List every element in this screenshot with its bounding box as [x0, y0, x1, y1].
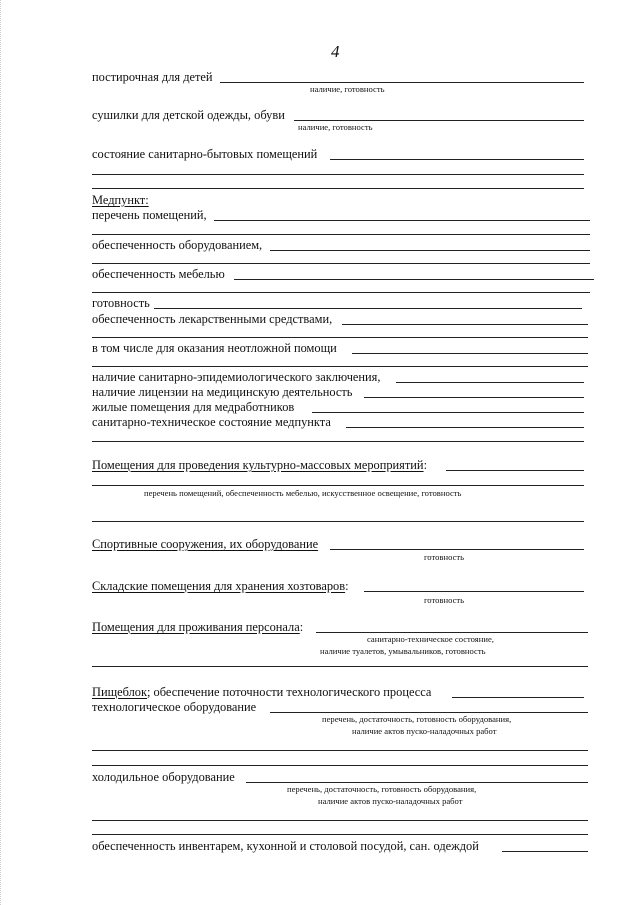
inventory-label: обеспеченность инвентарем, кухонной и столовой посудой, сан. одеждой	[92, 839, 479, 853]
sanitary-line	[330, 159, 584, 160]
culture-colon: :	[423, 458, 428, 472]
medpunkt-furniture-line	[234, 279, 594, 280]
fridge-line	[246, 782, 588, 783]
blank-line	[92, 441, 584, 442]
page-number: 4	[331, 42, 340, 61]
blank-line	[92, 234, 590, 235]
laundry-label: постирочная для детей	[92, 70, 213, 84]
food-process-label: ; обеспечение поточности технологического процесса	[147, 685, 432, 699]
blank-line	[92, 765, 588, 766]
laundry-hint: наличие, готовность	[310, 84, 385, 94]
medpunkt-sanepid-line	[396, 382, 584, 383]
tech-equipment-line	[270, 712, 588, 713]
blank-line	[92, 666, 588, 667]
dryers-line	[294, 120, 584, 121]
medpunkt-license-label: наличие лицензии на медицинскую деятельность	[92, 385, 353, 399]
fridge-hint-1: перечень, достаточность, готовность оборудования,	[287, 784, 477, 794]
staff-hint-1: санитарно-техническое состояние,	[367, 634, 494, 644]
food-title	[92, 685, 431, 699]
storage-hint: готовность	[424, 595, 465, 605]
fridge-hint-2: наличие актов пуско-наладочных работ	[318, 796, 463, 806]
medpunkt-tech-state-label: санитарно-техническое состояние медпункта	[92, 415, 331, 429]
tech-equipment-hint-1: перечень, достаточность, готовность оборудования,	[322, 714, 512, 724]
medpunkt-housing-line	[312, 412, 584, 413]
medpunkt-sanepid-label: наличие санитарно-эпидемиологического заключения,	[92, 370, 381, 384]
food-heading: Пищеблок	[92, 685, 148, 699]
medpunkt-rooms-label: перечень помещений,	[92, 208, 207, 222]
staff-colon: :	[299, 620, 304, 634]
blank-line	[92, 820, 588, 821]
food-process-line	[452, 697, 584, 698]
blank-line	[92, 366, 588, 367]
tech-equipment-label: технологическое оборудование	[92, 700, 257, 714]
blank-line	[92, 337, 588, 338]
blank-line	[92, 292, 590, 293]
blank-line	[92, 750, 588, 751]
medpunkt-equipment-line	[270, 250, 590, 251]
medpunkt-license-line	[364, 397, 584, 398]
blank-line	[92, 521, 584, 522]
dryers-label: сушилки для детской одежды, обуви	[92, 108, 285, 122]
culture-line	[446, 470, 584, 471]
staff-hint-2: наличие туалетов, умывальников, готовность	[320, 646, 486, 656]
staff-title	[92, 620, 303, 634]
medpunkt-equipment-label: обеспеченность оборудованием,	[92, 238, 263, 252]
staff-line	[316, 632, 588, 633]
medpunkt-drugs-line	[342, 324, 588, 325]
staff-heading: Помещения для проживания персонала	[92, 620, 300, 634]
medpunkt-emergency-line	[352, 353, 588, 354]
storage-line	[364, 591, 584, 592]
blank-line	[92, 174, 584, 175]
medpunkt-rooms-line	[214, 220, 590, 221]
sport-hint: готовность	[424, 552, 465, 562]
medpunkt-drugs-label: обеспеченность лекарственными средствами,	[92, 312, 333, 326]
storage-title	[92, 579, 349, 593]
dryers-hint: наличие, готовность	[298, 122, 373, 132]
culture-hint: перечень помещений, обеспеченность мебелью, искусственное освещение, готовность	[144, 488, 462, 498]
blank-line	[92, 834, 588, 835]
inventory-line	[502, 851, 588, 852]
storage-heading: Складские помещения для хранения хозтоваров	[92, 579, 346, 593]
sport-heading: Спортивные сооружения, их оборудование	[92, 537, 319, 551]
medpunkt-readiness-line	[154, 308, 582, 309]
laundry-line	[220, 82, 584, 83]
culture-heading: Помещения для проведения культурно-массовых мероприятий	[92, 458, 424, 472]
sanitary-label: состояние санитарно-бытовых помещений	[92, 147, 318, 161]
fridge-label: холодильное оборудование	[92, 770, 235, 784]
medpunkt-emergency-label: в том числе для оказания неотложной помощи	[92, 341, 337, 355]
blank-line	[92, 485, 584, 486]
tech-equipment-hint-2: наличие актов пуско-наладочных работ	[352, 726, 497, 736]
storage-colon: :	[345, 579, 349, 593]
medpunkt-tech-state-line	[346, 427, 584, 428]
medpunkt-readiness-label: готовность	[92, 296, 150, 310]
culture-title	[92, 458, 427, 472]
blank-line	[92, 188, 584, 189]
medpunkt-housing-label: жилые помещения для медработников	[92, 400, 295, 414]
scan-edge	[0, 0, 4, 905]
blank-line	[92, 263, 590, 264]
medpunkt-heading: Медпункт:	[92, 193, 149, 207]
sport-line	[330, 549, 584, 550]
medpunkt-furniture-label: обеспеченность мебелью	[92, 267, 225, 281]
